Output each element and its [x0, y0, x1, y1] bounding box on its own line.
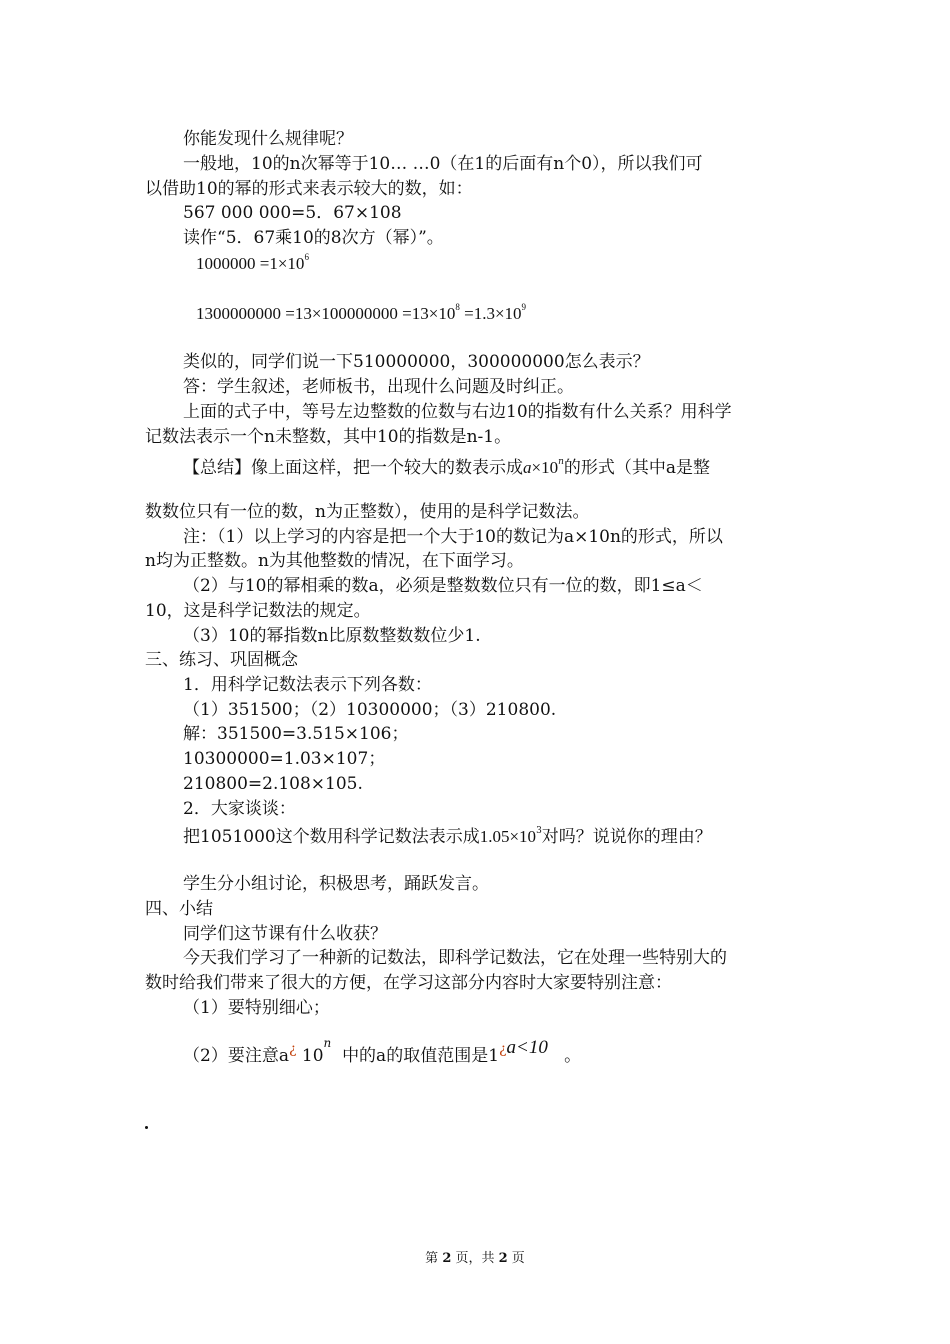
summary-line: 【总结】像上面这样，把一个较大的数表示成$a\times 10^n$的形式（其中a是整 [183, 457, 711, 478]
stray-dot [145, 1126, 148, 1129]
note-line: （2）要注意a¿ 10$^n$ 中的a的取值范围是1¿a<10 。 [183, 1036, 582, 1066]
question-line: 把1051000这个数用科学记数法表示成$1.05\times 10^3$对吗？说说你的理由？ [183, 826, 712, 847]
paragraph: 数数位只有一位的数，n为正整数），使用的是科学记数法。 [145, 502, 590, 522]
paragraph: 以借助10的幂的形式来表示较大的数，如： [145, 179, 473, 199]
paragraph: 今天我们学习了一种新的记数法，即科学记数法，它在处理一些特别大的 [183, 948, 727, 968]
paragraph: 同学们这节课有什么收获？ [183, 924, 387, 944]
paragraph: 读作“5．67乘10的8次方（幂）”。 [183, 228, 444, 248]
paragraph: 10，这是科学记数法的规定。 [145, 601, 371, 621]
paragraph: 注：（1）以上学习的内容是把一个大于10的数记为a×10n的形式，所以 [183, 527, 723, 547]
paragraph: （2）与10的幂相乘的数a，必须是整数数位只有一位的数，即1≤a＜ [183, 576, 703, 596]
paragraph: 解：351500=3.515×106； [183, 724, 409, 744]
paragraph: 数时给我们带来了很大的方便，在学习这部分内容时大家要特别注意： [145, 973, 672, 993]
paragraph: 10300000=1.03×107； [183, 749, 386, 769]
paragraph: 2．大家谈谈： [183, 799, 296, 819]
paragraph: n均为正整数。n为其他整数的情况，在下面学习。 [145, 551, 524, 571]
section-heading: 四、小结 [145, 899, 213, 919]
equation-2: $1300000000 =13\times 100000000 =13\times 10^8 =1.3\times 10^9$ [196, 302, 527, 323]
equation-1: $1000000 =1\times 10^6$ [196, 252, 309, 273]
paragraph: 210800=2.108×105. [183, 774, 363, 794]
paragraph: 答：学生叙述，老师板书，出现什么问题及时纠正。 [183, 377, 574, 397]
section-heading: 三、练习、巩固概念 [145, 650, 298, 670]
paragraph: （1）要特别细心； [183, 998, 330, 1018]
paragraph: 上面的式子中，等号左边整数的位数与右边10的指数有什么关系？用科学 [183, 402, 732, 422]
page-footer: 第 2 页，共 2 页 [425, 1251, 525, 1266]
paragraph: 567 000 000=5．67×108 [183, 203, 402, 223]
paragraph: 你能发现什么规律呢？ [183, 129, 353, 149]
paragraph: 一般地，10的n次幂等于10… …0（在1的后面有n个0），所以我们可 [183, 154, 703, 174]
paragraph: 1．用科学记数法表示下列各数： [183, 675, 432, 695]
paragraph: （3）10的幂指数n比原数整数数位少1. [183, 626, 481, 646]
paragraph: 记数法表示一个n未整数，其中10的指数是n-1。 [145, 427, 512, 447]
paragraph: （1）351500；（2）10300000；（3）210800. [183, 700, 557, 720]
paragraph: 学生分小组讨论，积极思考，踊跃发言。 [183, 874, 489, 894]
paragraph: 类似的，同学们说一下510000000，300000000怎么表示？ [183, 352, 650, 372]
